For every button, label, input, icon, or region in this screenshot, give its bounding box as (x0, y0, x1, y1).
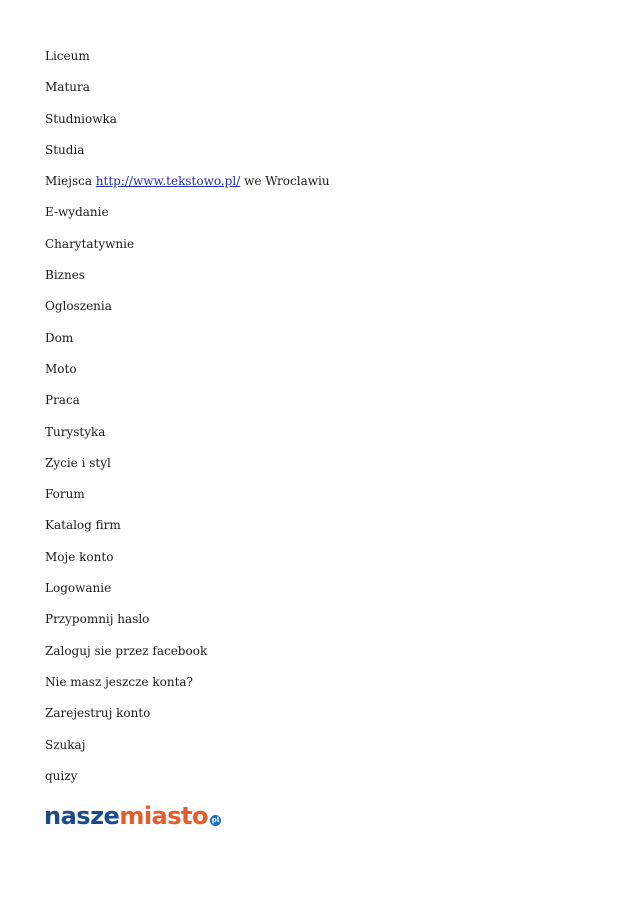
list-item-zaloguj-facebook[interactable]: Zaloguj sie przez facebook (45, 643, 208, 658)
list-item-quizy[interactable]: quizy (45, 768, 78, 783)
list-item-logowanie[interactable]: Logowanie (45, 581, 112, 596)
list-item-praca[interactable]: Praca (45, 393, 80, 408)
nav-link-list (45, 48, 330, 799)
list-item-dom[interactable]: Dom (45, 330, 74, 345)
list-item-charytatywnie[interactable]: Charytatywnie (45, 236, 135, 251)
list-item-liceum[interactable]: Liceum (45, 49, 90, 63)
list-item-przypomnij-haslo[interactable]: Przypomnij haslo (45, 612, 150, 627)
list-item-katalog-firm[interactable]: Katalog firm (45, 518, 121, 533)
list-item-turystyka[interactable]: Turystyka (45, 424, 106, 439)
list-item-zycie-i-styl[interactable]: Zycie i styl (45, 455, 111, 470)
list-item-zarejestruj-konto[interactable]: Zarejestruj konto (45, 706, 151, 721)
list-item-szukaj[interactable]: Szukaj (45, 737, 86, 752)
list-item-studia[interactable]: Studia (45, 142, 85, 157)
list-item-biznes[interactable]: Biznes (45, 268, 85, 283)
list-item-matura[interactable]: Matura (45, 80, 90, 95)
tekstowo-link[interactable]: http://www.tekstowo.pl/ (95, 174, 241, 189)
logo-text-miasto: miasto (119, 802, 208, 830)
list-item-miejsca (45, 173, 330, 204)
list-item-moto[interactable]: Moto (45, 361, 77, 376)
list-item-e-wydanie[interactable]: E-wydanie (45, 205, 109, 220)
list-item-forum[interactable]: Forum (45, 487, 85, 502)
list-item-moje-konto[interactable]: Moje konto (45, 549, 114, 564)
logo-text-nasze: nasze (44, 802, 120, 830)
list-item-studniowka[interactable]: Studniowka (45, 111, 117, 126)
list-item-ogloszenia[interactable]: Ogloszenia (45, 299, 112, 314)
places-prefix: Miejsca (45, 174, 96, 189)
logo-pl-badge: pl (211, 816, 220, 824)
list-item-nie-masz-konta: Nie masz jeszcze konta? (45, 674, 193, 689)
naszemiasto-logo (44, 801, 221, 831)
places-suffix: we Wroclawiu (240, 174, 330, 189)
